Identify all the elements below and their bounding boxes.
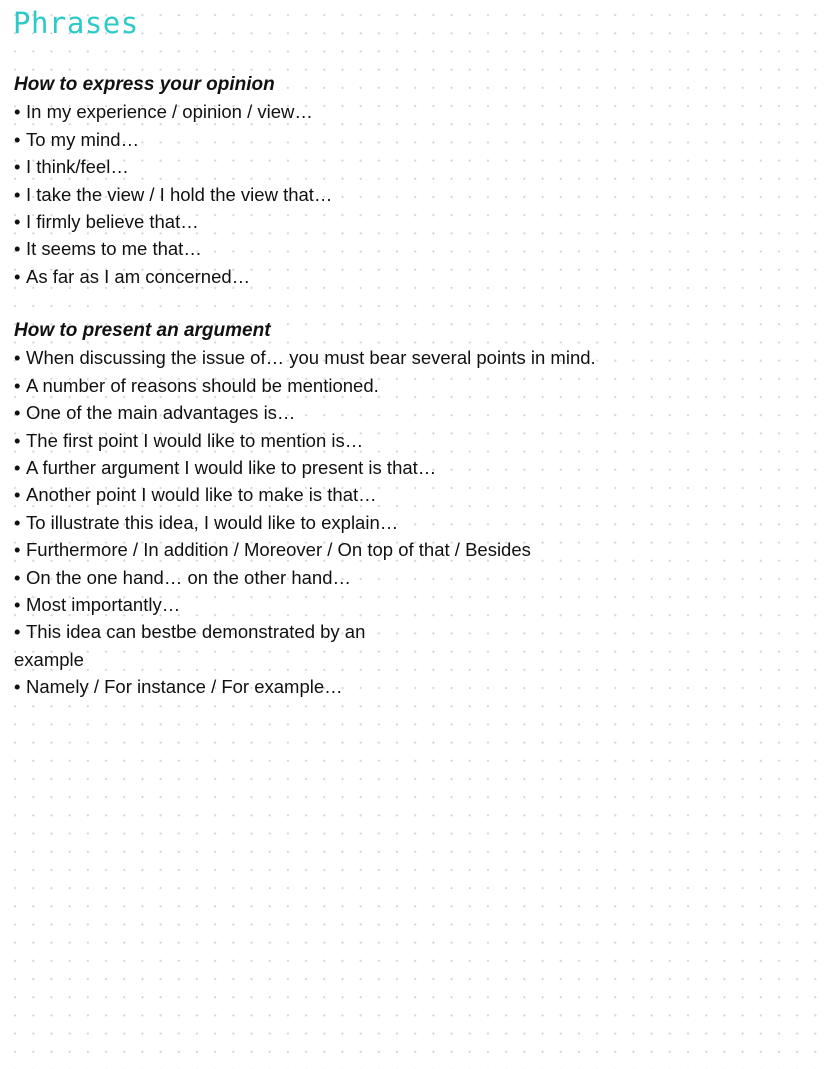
list-item: • I take the view / I hold the view that… <box>14 181 332 208</box>
bullet-icon: • <box>14 183 21 205</box>
list-item: • I firmly believe that… <box>14 208 332 235</box>
list-item: • Another point I would like to make is that… <box>14 481 596 508</box>
list-item: • As far as I am concerned… <box>14 263 332 290</box>
section-present-argument <box>14 317 596 701</box>
list-item: • The first point I would like to mention is… <box>14 427 596 454</box>
phrase-list <box>14 98 332 290</box>
section-express-opinion <box>14 71 332 290</box>
bullet-icon: • <box>14 484 21 506</box>
bullet-icon: • <box>14 128 21 150</box>
bullet-icon: • <box>14 511 21 533</box>
bullet-icon: • <box>14 566 21 588</box>
list-item: • To illustrate this idea, I would like to explain… <box>14 509 596 536</box>
section-heading: How to present an argument <box>14 320 271 341</box>
bullet-icon: • <box>14 457 21 479</box>
list-item: • Namely / For instance / For example… <box>14 673 596 700</box>
bullet-icon: • <box>14 594 21 616</box>
list-item: • A further argument I would like to present is that… <box>14 454 596 481</box>
bullet-icon: • <box>14 156 21 178</box>
bullet-icon: • <box>14 676 21 698</box>
list-item: • In my experience / opinion / view… <box>14 98 332 125</box>
phrase-list <box>14 344 596 700</box>
list-item: • To my mind… <box>14 126 332 153</box>
bullet-icon: • <box>14 211 21 233</box>
list-item: • When discussing the issue of… you must bear several points in mind. <box>14 344 596 371</box>
bullet-icon: • <box>14 539 21 561</box>
list-item: • On the one hand… on the other hand… <box>14 564 596 591</box>
bullet-icon: • <box>14 101 21 123</box>
bullet-icon: • <box>14 265 21 287</box>
list-item: • I think/feel… <box>14 153 332 180</box>
list-item: • Most importantly… <box>14 591 596 618</box>
bullet-icon: • <box>14 429 21 451</box>
list-item: • A number of reasons should be mentioned. <box>14 372 596 399</box>
list-item: • It seems to me that… <box>14 235 332 262</box>
bullet-icon: • <box>14 402 21 424</box>
bullet-icon: • <box>14 374 21 396</box>
section-heading: How to express your opinion <box>14 74 275 95</box>
bullet-icon: • <box>14 621 21 643</box>
list-item: • Furthermore / In addition / Moreover / On top of that / Besides <box>14 536 596 563</box>
bullet-icon: • <box>14 238 21 260</box>
page-title: Phrases <box>13 6 139 40</box>
list-item: • One of the main advantages is… <box>14 399 596 426</box>
list-item: • This idea can bestbe demonstrated by an example <box>14 618 404 673</box>
bullet-icon: • <box>14 347 21 369</box>
